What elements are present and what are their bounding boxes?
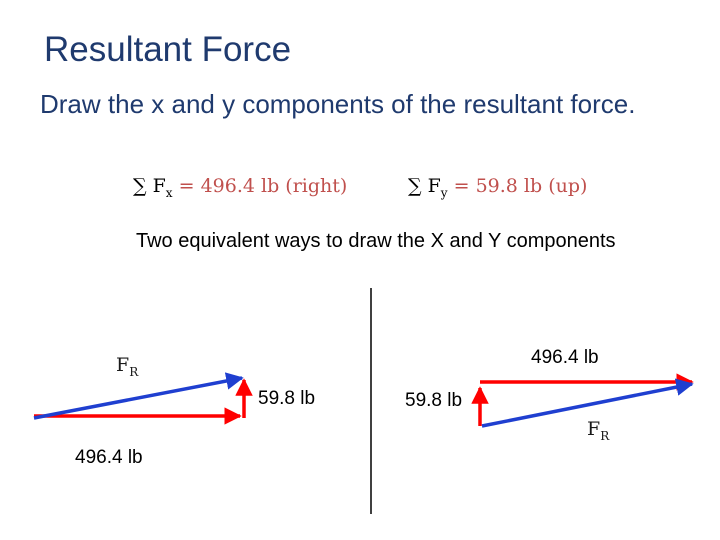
- sum-fx-subscript: x: [165, 185, 173, 200]
- method-note: Two equivalent ways to draw the X and Y components: [136, 230, 616, 252]
- right-resultant-sub: R: [600, 428, 610, 443]
- sum-fy-value: = 59.8 lb (up): [453, 175, 588, 197]
- sum-fx-value: = 496.4 lb (right): [178, 175, 348, 197]
- sum-fy-subscript: y: [440, 185, 448, 200]
- right-y-label: 59.8 lb: [405, 390, 463, 411]
- left-resultant-sub: R: [129, 364, 139, 379]
- right-resultant-base: F: [587, 418, 601, 440]
- sum-fx-symbol: ∑ F: [133, 175, 166, 197]
- instruction-text: Draw the x and y components of the resultant force.: [40, 89, 636, 119]
- left-resultant-base: F: [116, 354, 130, 376]
- page-title: Resultant Force: [44, 30, 292, 69]
- left-resultant-arrow: [34, 378, 242, 418]
- right-resultant-label: [587, 418, 609, 443]
- left-x-label: 496.4 lb: [75, 447, 143, 468]
- left-resultant-label: [116, 354, 138, 379]
- sum-fy-symbol: ∑ F: [408, 175, 441, 197]
- left-y-label: 59.8 lb: [258, 388, 316, 409]
- right-x-label: 496.4 lb: [531, 347, 599, 368]
